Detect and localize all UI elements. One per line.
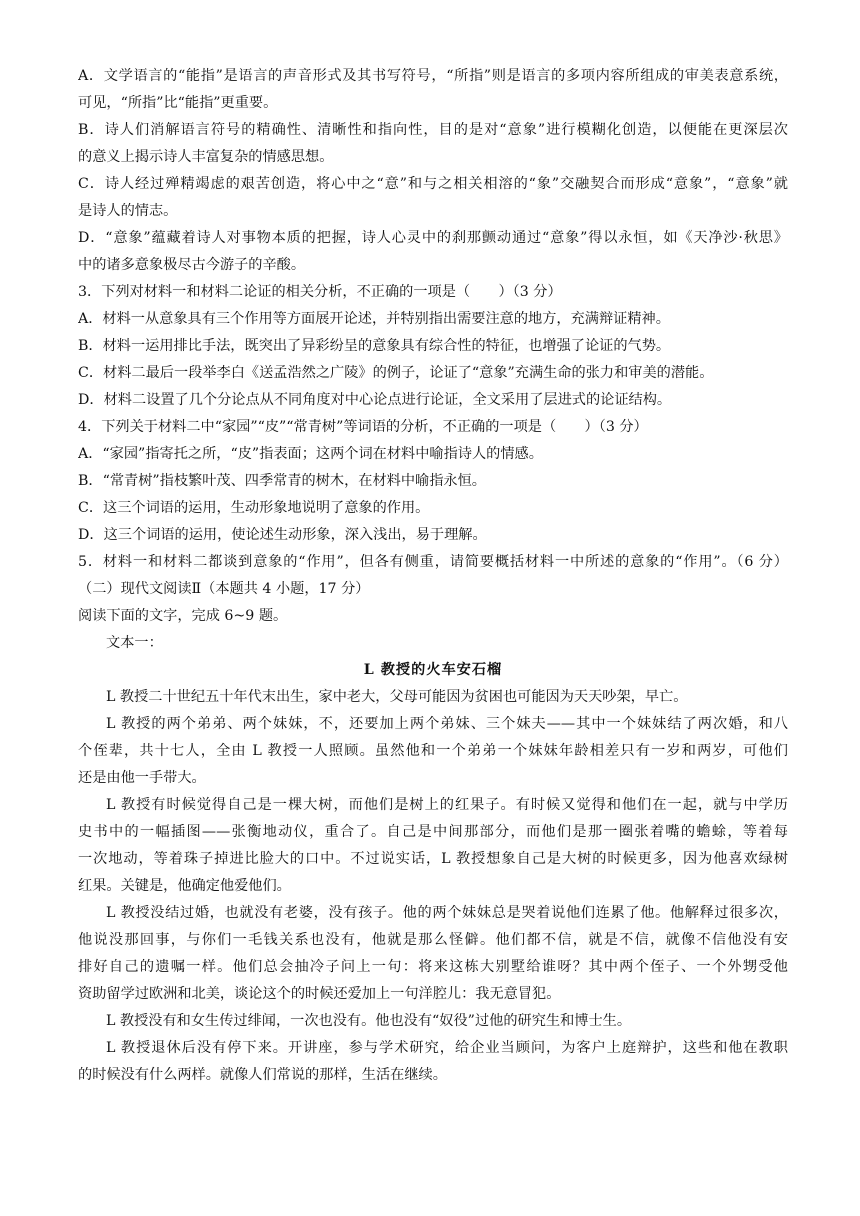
q2-option-b-line1: B．诗人们消解语言符号的精确性、清晰性和指向性，目的是对“意象”进行模糊化创造，以便能在更深层次 — [78, 122, 788, 138]
q2-option-d-line2: 中的诸多意象极尽古今游子的辛酸。 — [78, 257, 306, 273]
q3-stem: 3．下列对材料一和材料二论证的相关分析，不正确的一项是（ ）（3 分） — [78, 284, 562, 300]
q3-option-b: B．材料一运用排比手法，既突出了异彩纷呈的意象具有综合性的特征，也增强了论证的气势。 — [78, 338, 671, 354]
story-paragraph-4-line2: 他说没那回事，与你们一毛钱关系也没有，他就是那么怪僻。他们都不信，就是不信，就像不信他没有安 — [78, 932, 788, 948]
story-paragraph-3-line2: 史书中的一幅插图——张衡地动仪，重合了。自己是中间那部分，而他们是那一圈张着嘴的蟾蜍，等着每 — [78, 824, 788, 840]
q4-option-a: A．“家园”指寄托之所，“皮”指表面；这两个词在材料中喻指诗人的情感。 — [78, 446, 543, 462]
q4-stem: 4．下列关于材料二中“家园”“皮”“常青树”等词语的分析，不正确的一项是（ ）（3 分） — [78, 419, 648, 435]
story-paragraph-3-line1: L 教授有时候觉得自己是一棵大树，而他们是树上的红果子。有时候又觉得和他们在一起，就与中学历 — [106, 797, 788, 813]
story-title: L 教授的火车安石榴 — [363, 662, 503, 678]
story-paragraph-4-line4: 资助留学过欧洲和北美，谈论这个的时候还爱加上一句洋腔儿：我无意冒犯。 — [78, 986, 561, 1002]
story-paragraph-2-line1: L 教授的两个弟弟、两个妹妹，不，还要加上两个弟妹、三个妹夫——其中一个妹妹结了两次婚，和八 — [106, 716, 788, 732]
story-paragraph-1: L 教授二十世纪五十年代末出生，家中老大，父母可能因为贫困也可能因为天天吵架，早亡。 — [106, 689, 688, 705]
story-paragraph-3-line3: 一次地动，等着珠子掉进比脸大的口中。不过说实话，L 教授想象自己是大树的时候更多，因为他喜欢绿树 — [78, 851, 788, 867]
q4-option-d: D．这三个词语的运用，使论述生动形象，深入浅出，易于理解。 — [78, 527, 487, 543]
story-paragraph-2-line3: 还是由他一手带大。 — [78, 770, 206, 786]
story-paragraph-2-line2: 个侄辈，共十七人，全由 L 教授一人照顾。虽然他和一个弟弟一个妹妹年龄相差只有一岁和两岁，可他们 — [78, 743, 788, 759]
reading-instruction: 阅读下面的文字，完成 6~9 题。 — [78, 608, 288, 624]
q3-option-c: C．材料二最后一段举李白《送孟浩然之广陵》的例子，论证了“意象”充满生命的张力和审美的潜能。 — [78, 365, 714, 381]
q5-stem: 5．材料一和材料二都谈到意象的“作用”，但各有侧重，请简要概括材料一中所述的意象的“作用”。（6 分） — [78, 554, 788, 570]
q4-option-c: C．这三个词语的运用，生动形象地说明了意象的作用。 — [78, 500, 430, 516]
story-paragraph-6-line2: 的时候没有什么两样。就像人们常说的那样，生活在继续。 — [78, 1067, 447, 1083]
text-label: 文本一： — [106, 635, 163, 651]
q4-option-b: B．“常青树”指枝繁叶茂、四季常青的树木，在材料中喻指永恒。 — [78, 473, 486, 489]
q2-option-b-line2: 的意义上揭示诗人丰富复杂的情感思想。 — [78, 149, 334, 165]
q2-option-c-line2: 是诗人的情志。 — [78, 203, 178, 219]
q2-option-a-line2: 可见，“所指”比“能指”更重要。 — [78, 95, 278, 111]
q3-option-a: A．材料一从意象具有三个作用等方面展开论述，并特别指出需要注意的地方，充满辩证精神。 — [78, 311, 670, 327]
story-paragraph-3-line4: 红果。关键是，他确定他爱他们。 — [78, 878, 291, 894]
exam-page — [78, 63, 788, 1089]
story-paragraph-4-line1: L 教授没结过婚，也就没有老婆，没有孩子。他的两个妹妹总是哭着说他们连累了他。他解释过很多次， — [106, 905, 788, 921]
q2-option-c-line1: C．诗人经过殚精竭虑的艰苦创造，将心中之“意”和与之相关相溶的“象”交融契合而形成“意象”，“意象”就 — [78, 176, 788, 192]
section-heading: （二）现代文阅读Ⅱ（本题共 4 小题，17 分） — [78, 581, 370, 597]
story-paragraph-6-line1: L 教授退休后没有停下来。开讲座，参与学术研究，给企业当顾问，为客户上庭辩护，这些和他在教职 — [106, 1040, 788, 1056]
q2-option-a-line1: A．文学语言的“能指”是语言的声音形式及其书写符号，“所指”则是语言的多项内容所组成的审美表意系统， — [78, 68, 788, 84]
story-paragraph-4-line3: 排好自己的遗嘱一样。他们总会抽冷子问上一句：将来这栋大别墅给谁呀？其中两个侄子、一个外甥受他 — [78, 959, 788, 975]
q2-option-d-line1: D．“意象”蕴藏着诗人对事物本质的把握，诗人心灵中的刹那颤动通过“意象”得以永恒，如《天净沙·秋思》 — [78, 230, 788, 246]
story-paragraph-5: L 教授没有和女生传过绯闻，一次也没有。他也没有“奴役”过他的研究生和博士生。 — [106, 1013, 632, 1029]
q3-option-d: D．材料二设置了几个分论点从不同角度对中心论点进行论证，全文采用了层进式的论证结构。 — [78, 392, 672, 408]
